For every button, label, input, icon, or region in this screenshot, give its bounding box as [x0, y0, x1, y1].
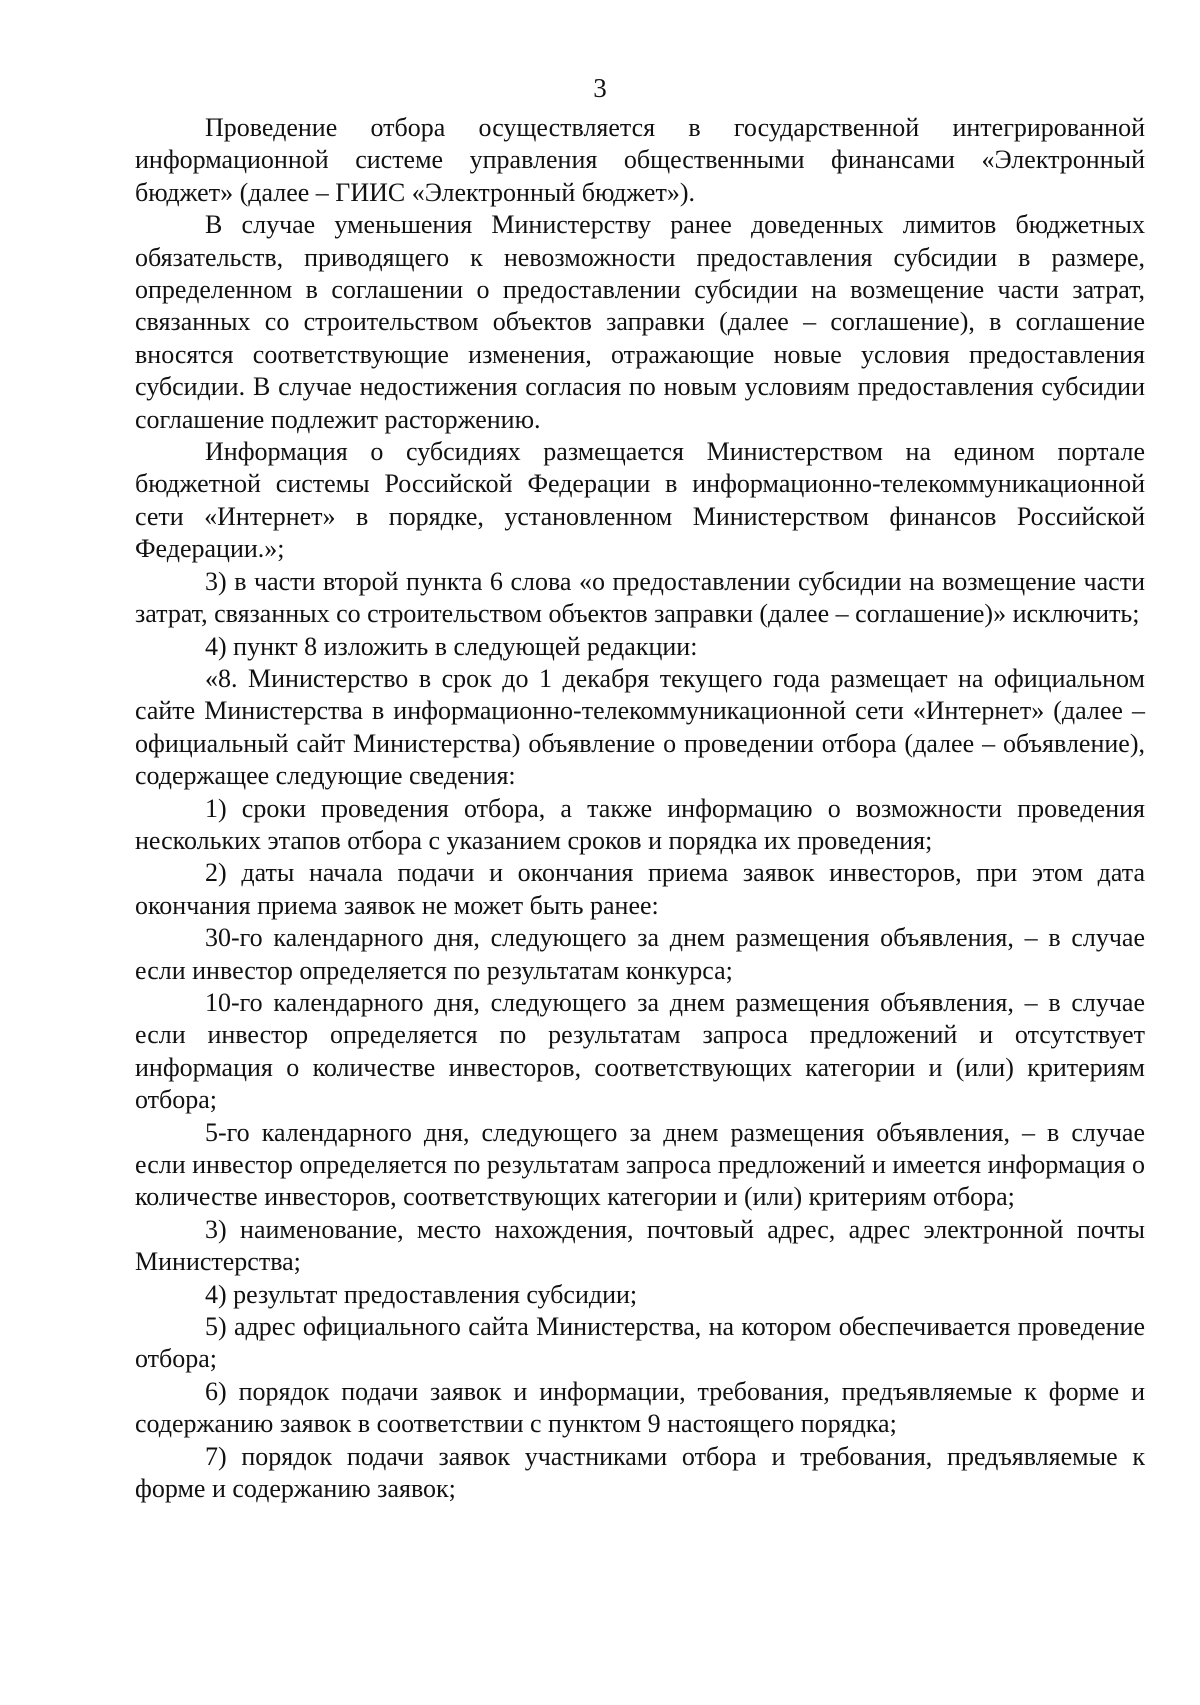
- list-item-1-deadlines: 1) сроки проведения отбора, а также информацию о возможности проведения нескольких этапов отбора с указанием сроков и порядка их проведения;: [135, 793, 1145, 855]
- list-item-6-application-procedure: 6) порядок подачи заявок и информации, требования, предъявляемые к форме и содержанию заявок в соответствии с пунктом 9 настоящего порядка;: [135, 1376, 1145, 1439]
- list-item-2-dates: 2) даты начала подачи и окончания приема заявок инвесторов, при этом дата окончания приема заявок не может быть ранее:: [135, 858, 1145, 920]
- paragraph-limits-reduction: В случае уменьшения Министерству ранее доведенных лимитов бюджетных обязательств, приводящего к невозможности предоставления субсидии в размере, определенном в соглашении о предоставлении субсидии на возмещение части затрат, связанных со строительством объектов заправки (далее – соглашение), в соглашение вносятся соответствующие изменения, отражающие новые условия предоставления субсидии. В случае недостижения согласия по новым условиям предоставления субсидии соглашение подлежит расторжению.: [135, 210, 1145, 434]
- paragraph-subsidy-info-portal: Информация о субсидиях размещается Министерством на едином портале бюджетной системы Российской Федерации в информационно-телекоммуникационной сети «Интернет» в порядке, установленном Министерством финансов Российской Федерации.»;: [135, 437, 1145, 564]
- page-number: 3: [593, 73, 607, 103]
- list-item-5-website: 5) адрес официального сайта Министерства, на котором обеспечивается проведение отбора;: [135, 1312, 1145, 1374]
- list-item-4-result: 4) результат предоставления субсидии;: [205, 1279, 638, 1309]
- paragraph-selection-system: Проведение отбора осуществляется в государственной интегрированной информационной системе управления общественными финансами «Электронный бюджет» (далее – ГИИС «Электронный бюджет»).: [135, 113, 1145, 207]
- paragraph-item-4: 4) пункт 8 изложить в следующей редакции:: [205, 631, 698, 661]
- subitem-30-day: 30-го календарного дня, следующего за днем размещения объявления, – в случае если инвестор определяется по результатам конкурса;: [135, 923, 1145, 985]
- subitem-10-day: 10-го календарного дня, следующего за днем размещения объявления, – в случае если инвестор определяется по результатам запроса предложений и отсутствует информация о количестве инвесторов, соответствующих категории и (или) критериям отбора;: [135, 987, 1145, 1115]
- paragraph-point-8: «8. Министерство в срок до 1 декабря текущего года размещает на официальном сайте Министерства в информационно-телекоммуникационной сети «Интернет» (далее – официальный сайт Министерства) объявление о проведении отбора (далее – объявление), содержащее следующие сведения:: [135, 663, 1145, 791]
- paragraph-item-3: 3) в части второй пункта 6 слова «о предоставлении субсидии на возмещение части затрат, связанных со строительством объектов заправки (далее – соглашение)» исключить;: [135, 566, 1145, 629]
- list-item-7-participant-applications: 7) порядок подачи заявок участниками отбора и требования, предъявляемые к форме и содержанию заявок;: [135, 1441, 1145, 1504]
- list-item-3-ministry-address: 3) наименование, место нахождения, почтовый адрес, адрес электронной почты Министерства;: [135, 1214, 1145, 1277]
- document-body: [135, 112, 1145, 1505]
- subitem-5-day: 5-го календарного дня, следующего за днем размещения объявления, – в случае если инвестор определяется по результатам запроса предложений и имеется информация о количестве инвесторов, соответствующих категории и (или) критериям отбора;: [135, 1117, 1145, 1212]
